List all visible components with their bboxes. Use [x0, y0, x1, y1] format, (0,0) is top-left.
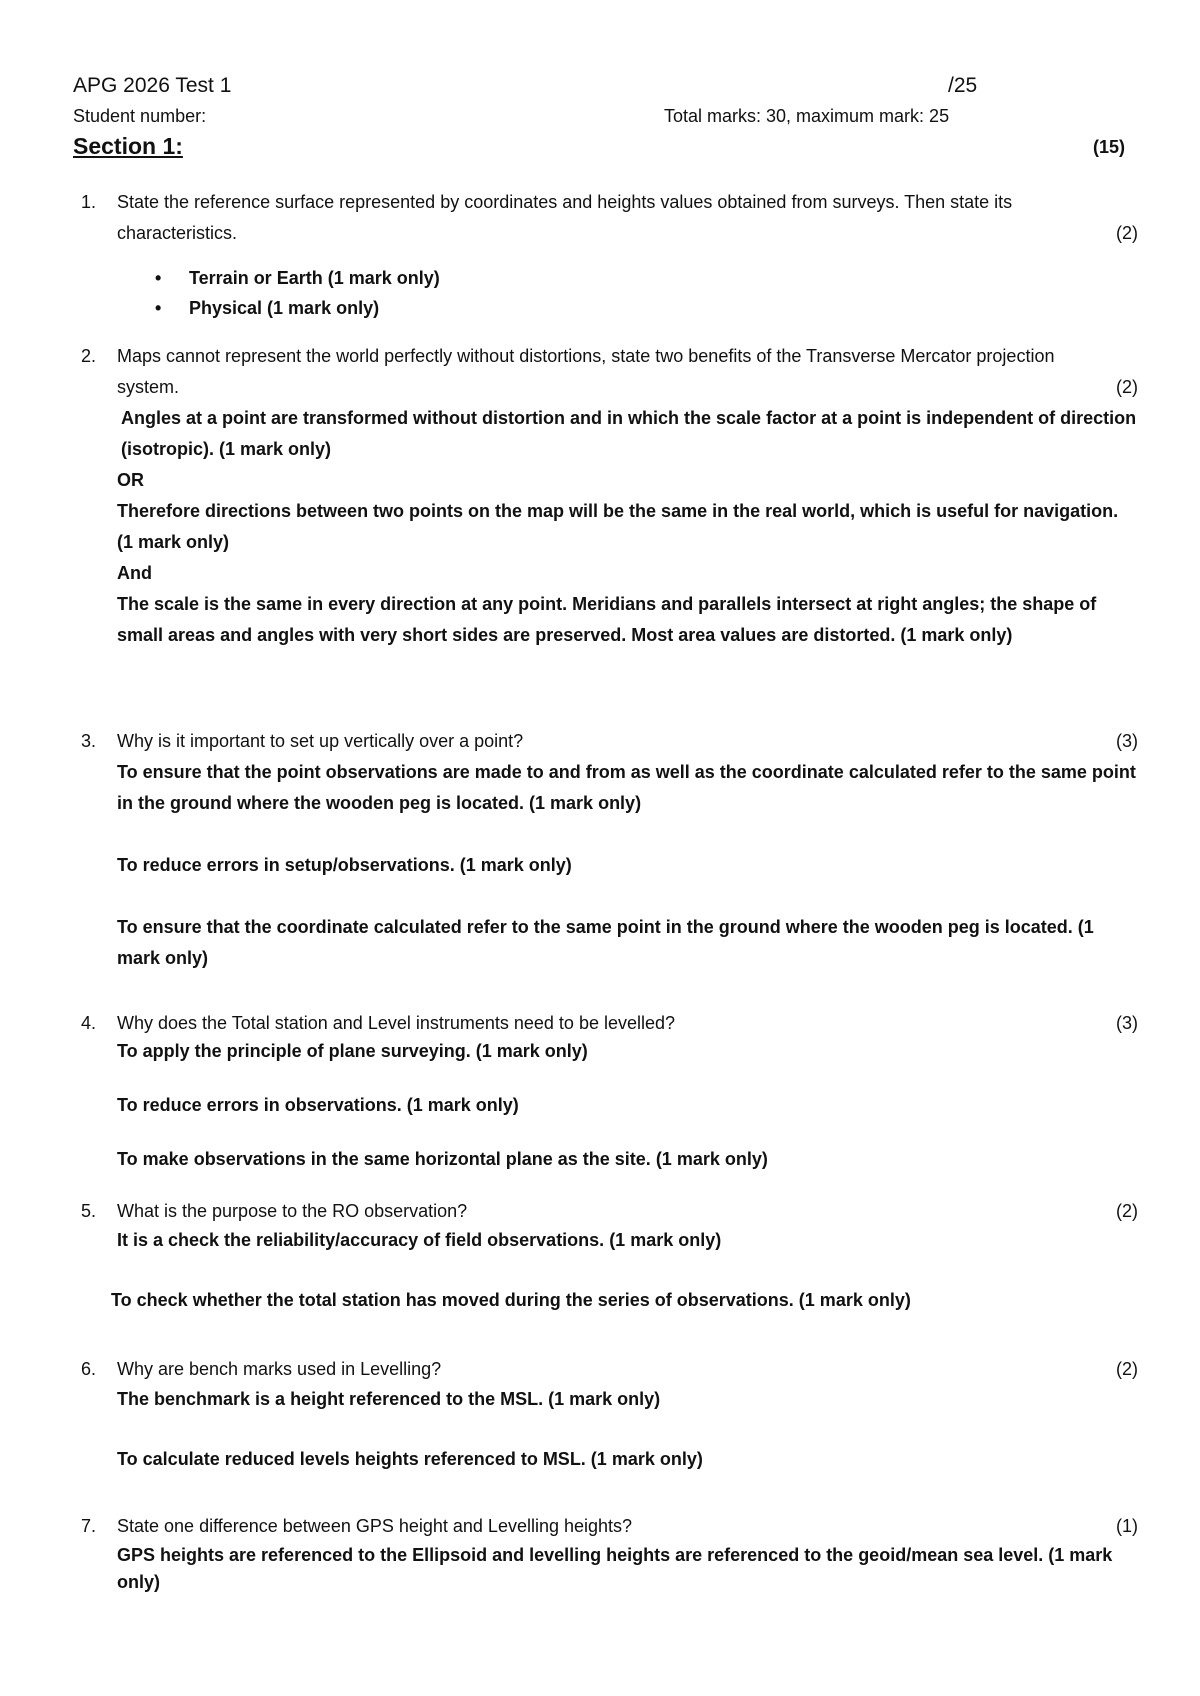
- question-line: [73, 1196, 1138, 1227]
- question-6: [73, 1354, 1138, 1474]
- question-text: Why does the Total station and Level instruments need to be levelled?: [117, 1013, 676, 1033]
- question-text: Maps cannot represent the world perfectly without distortions, state two benefits of the Transverse Mercator projection system.: [117, 346, 1055, 397]
- answer-text: To calculate reduced levels heights referenced to MSL. (1 mark only): [117, 1449, 703, 1469]
- answer-text: To reduce errors in observations. (1 mark only): [117, 1095, 519, 1115]
- answer-text: To ensure that the point observations are made to and from as well as the coordinate calculated refer to the same point in the ground where the wooden peg is located. (1 mark only): [117, 762, 1136, 813]
- question-line: [73, 1511, 1138, 1542]
- question-line: [73, 341, 1138, 403]
- question-number: 5.: [81, 1201, 97, 1221]
- answer-text: To reduce errors in setup/observations. (1 mark only): [117, 855, 572, 875]
- answer-bullet: • Physical (1 mark only): [189, 293, 1138, 323]
- question-number: 3.: [81, 731, 97, 751]
- score-field: /25: [948, 74, 978, 97]
- question-marks: (3): [1116, 1013, 1138, 1033]
- answer-connector: OR: [117, 470, 144, 490]
- answer-connector: And: [117, 563, 152, 583]
- student-number-label: Student number:: [73, 106, 207, 126]
- answer-text: Therefore directions between two points on the map will be the same in the real world, which is useful for navigation. (1 mark only): [117, 501, 1119, 552]
- answer-text: It is a check the reliability/accuracy of field observations. (1 mark only): [117, 1230, 722, 1250]
- question-marks: (2): [1116, 1201, 1138, 1221]
- question-marks: (2): [1116, 1359, 1138, 1379]
- answer-text: To check whether the total station has moved during the series of observations. (1 mark only): [111, 1290, 911, 1310]
- answer-text: To make observations in the same horizontal plane as the site. (1 mark only): [117, 1149, 768, 1169]
- question-marks: (2): [1116, 377, 1138, 397]
- question-marks: (3): [1116, 731, 1138, 751]
- answer-text: Angles at a point are transformed without distortion and in which the scale factor at a point is independent of direction (isotropic). (1 mark only): [121, 408, 1137, 459]
- question-text: State one difference between GPS height and Levelling heights?: [117, 1516, 633, 1536]
- question-number: 4.: [81, 1013, 97, 1033]
- answer-text: GPS heights are referenced to the Ellipsoid and levelling heights are referenced to the geoid/mean sea level. (1 mark only): [117, 1545, 1113, 1592]
- question-marks: (1): [1116, 1516, 1138, 1536]
- question-marks: (2): [1116, 223, 1138, 243]
- question-5: [73, 1196, 1138, 1314]
- question-text: Why are bench marks used in Levelling?: [117, 1359, 442, 1379]
- question-4: [73, 1008, 1138, 1172]
- answer-bullet: • Terrain or Earth (1 mark only): [189, 263, 1138, 293]
- answer-text: To apply the principle of plane surveying. (1 mark only): [117, 1041, 588, 1061]
- question-3: [73, 726, 1138, 974]
- section-marks: (15): [1093, 137, 1126, 157]
- question-number: 7.: [81, 1516, 97, 1536]
- question-7: [73, 1511, 1138, 1596]
- answer-list: [73, 263, 1138, 323]
- question-line: [73, 1354, 1138, 1385]
- question-2: [73, 341, 1138, 651]
- question-number: 6.: [81, 1359, 97, 1379]
- answer-text: The benchmark is a height referenced to the MSL. (1 mark only): [117, 1389, 661, 1409]
- answer-text: The scale is the same in every direction at any point. Meridians and parallels intersect at right angles; the shape of small areas and angles with very short sides are preserved. Most area values are distorted. (1 mark only): [117, 594, 1097, 645]
- question-text: Why is it important to set up vertically over a point?: [117, 731, 524, 751]
- total-marks-text: Total marks: 30, maximum mark: 25: [664, 106, 950, 126]
- question-line: [73, 726, 1138, 757]
- answer-text: To ensure that the coordinate calculated refer to the same point in the ground where the wooden peg is located. (1 mark only): [117, 917, 1094, 968]
- question-line: [73, 1008, 1138, 1039]
- section-title: Section 1:: [73, 133, 183, 159]
- question-number: 1.: [81, 192, 97, 212]
- question-line: [73, 187, 1138, 249]
- question-1: [73, 187, 1138, 323]
- question-text: State the reference surface represented by coordinates and heights values obtained from surveys. Then state its characteristics.: [117, 192, 1013, 243]
- question-number: 2.: [81, 346, 97, 366]
- question-text: What is the purpose to the RO observation?: [117, 1201, 468, 1221]
- test-title: APG 2026 Test 1: [73, 74, 232, 97]
